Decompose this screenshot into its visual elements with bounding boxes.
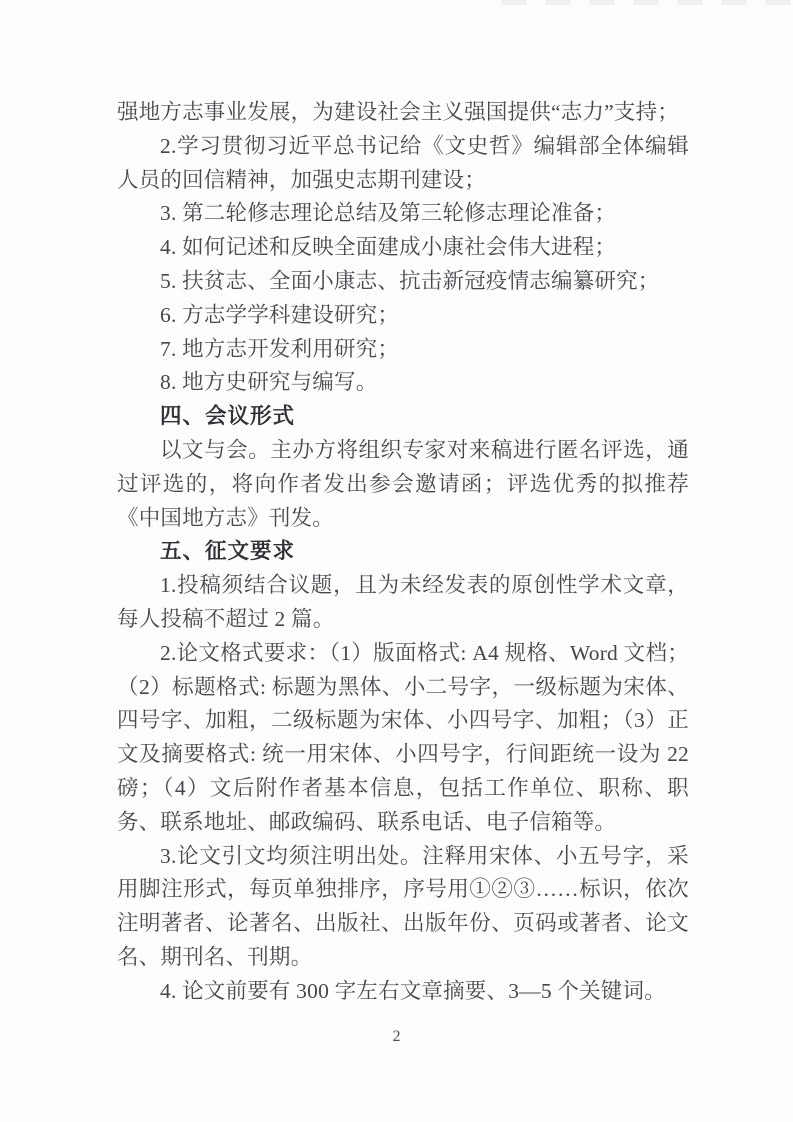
paragraph: 4. 论文前要有 300 字左右文章摘要、3—5 个关键词。 xyxy=(160,978,666,1003)
paragraph: 6. 方志学学科建设研究； xyxy=(160,302,400,327)
paragraph: 4. 如何记述和反映全面建成小康社会伟大进程； xyxy=(160,235,617,260)
paragraph: 3. 第二轮修志理论总结及第三轮修志理论准备； xyxy=(160,201,617,226)
section-heading: 五、征文要求 xyxy=(160,539,296,564)
page-footer xyxy=(0,1028,793,1046)
scan-artifact xyxy=(501,0,791,5)
paragraph: 以文与会。主办方将组织专家对来稿进行匿名评选，通过评选的，将向作者发出参会邀请函；评选优秀的拟推荐《中国地方志》刊发。 xyxy=(117,437,689,530)
paragraph: 5. 扶贫志、全面小康志、抗击新冠疫情志编纂研究； xyxy=(160,268,660,293)
paragraph: 2.学习贯彻习近平总书记给《文史哲》编辑部全体编辑人员的回信精神，加强史志期刊建设； xyxy=(117,133,689,192)
section-heading: 四、会议形式 xyxy=(160,404,296,429)
paragraph: 2.论文格式要求：（1）版面格式: A4 规格、Word 文档；（2）标题格式: 标题为黑体、小二号字，一级标题为宋体、四号字、加粗，二级标题为宋体、小四号字、加粗；（3）正文及摘要格式: 统一用宋体、小四号字，行间距统一设为 22 磅；（4）文后附作者基本信息，包括工作单位、职称、职务、联系地址、邮政编码、联系电话、电子信箱等。 xyxy=(117,640,689,834)
paragraph: 8. 地方史研究与编写。 xyxy=(160,370,378,395)
paragraph: 1.投稿须结合议题，且为未经发表的原创性学术文章，每人投稿不超过 2 篇。 xyxy=(117,573,689,631)
paragraph: 强地方志事业发展，为建设社会主义强国提供“志力”支持； xyxy=(117,100,679,124)
page-number: 2 xyxy=(392,1028,401,1045)
paragraph: 3.论文引文均须注明出处。注释用宋体、小五号字，采用脚注形式，每页单独排序，序号用①②③……标识，依次注明著者、论著名、出版社、出版年份、页码或著者、论文名、期刊名、刊期。 xyxy=(117,843,689,969)
paragraph: 7. 地方志开发利用研究； xyxy=(160,336,400,361)
document-content xyxy=(117,96,689,1009)
